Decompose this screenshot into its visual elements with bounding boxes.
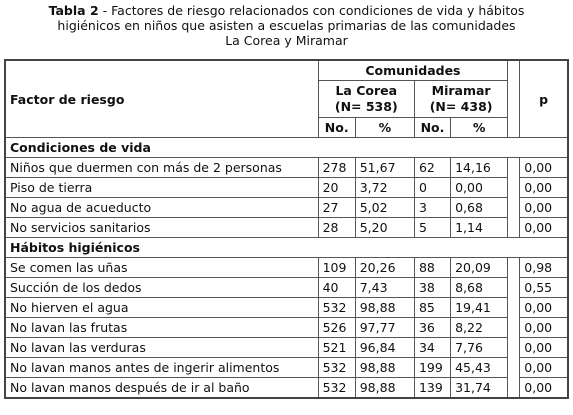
cell-miramar-pct: 7,76 (451, 338, 508, 358)
cell-lacorea-pct: 5,02 (355, 198, 414, 218)
cell-miramar-no: 88 (414, 258, 450, 278)
cell-gap (508, 198, 520, 218)
table-row (5, 358, 568, 378)
cell-lacorea-no: 109 (318, 258, 355, 278)
cell-p-value: 0,00 (520, 158, 568, 178)
cell-p-value: 0,00 (520, 218, 568, 238)
table-row (5, 258, 568, 278)
cell-miramar-pct: 14,16 (451, 158, 508, 178)
cell-lacorea-pct: 96,84 (355, 338, 414, 358)
cell-miramar-no: 62 (414, 158, 450, 178)
cell-p-value: 0,00 (520, 298, 568, 318)
cell-miramar-no: 85 (414, 298, 450, 318)
table-row (5, 158, 568, 178)
header-factor: Factor de riesgo (5, 60, 318, 138)
caption-text-1: - Factores de riesgo relacionados con condiciones de vida y hábitos (98, 3, 525, 18)
cell-miramar-no: 199 (414, 358, 450, 378)
table-row (5, 298, 568, 318)
cell-gap (508, 158, 520, 178)
lacorea-n: (N= 538) (334, 99, 398, 114)
cell-factor: Niños que duermen con más de 2 personas (5, 158, 318, 178)
cell-lacorea-pct: 97,77 (355, 318, 414, 338)
table-row (5, 318, 568, 338)
cell-lacorea-no: 28 (318, 218, 355, 238)
section-title: Hábitos higiénicos (5, 238, 568, 258)
cell-gap (508, 298, 520, 318)
header-no-1: No. (318, 118, 355, 138)
cell-factor: No hierven el agua (5, 298, 318, 318)
table-caption (0, 0, 573, 49)
caption-text-2: higiénicos en niños que asisten a escuelas primarias de las comunidades (57, 18, 516, 33)
cell-factor: No lavan las verduras (5, 338, 318, 358)
cell-p-value: 0,00 (520, 198, 568, 218)
cell-gap (508, 178, 520, 198)
cell-lacorea-pct: 51,67 (355, 158, 414, 178)
cell-lacorea-pct: 98,88 (355, 358, 414, 378)
cell-miramar-no: 139 (414, 378, 450, 399)
cell-miramar-no: 0 (414, 178, 450, 198)
cell-lacorea-no: 27 (318, 198, 355, 218)
cell-miramar-no: 3 (414, 198, 450, 218)
cell-factor: No lavan las frutas (5, 318, 318, 338)
header-pct-2: % (451, 118, 508, 138)
table-row (5, 218, 568, 238)
cell-p-value: 0,98 (520, 258, 568, 278)
cell-gap (508, 318, 520, 338)
header-no-2: No. (414, 118, 450, 138)
table-row (5, 178, 568, 198)
cell-factor: No lavan manos después de ir al baño (5, 378, 318, 399)
risk-factors-table (4, 59, 569, 399)
table-row (5, 338, 568, 358)
cell-p-value: 0,00 (520, 338, 568, 358)
cell-p-value: 0,00 (520, 358, 568, 378)
cell-miramar-pct: 8,22 (451, 318, 508, 338)
cell-miramar-no: 38 (414, 278, 450, 298)
cell-lacorea-no: 532 (318, 378, 355, 399)
cell-lacorea-no: 532 (318, 358, 355, 378)
header-pct-1: % (355, 118, 414, 138)
cell-factor: Succión de los dedos (5, 278, 318, 298)
cell-gap (508, 218, 520, 238)
cell-lacorea-pct: 5,20 (355, 218, 414, 238)
cell-miramar-pct: 1,14 (451, 218, 508, 238)
caption-text-3: La Corea y Miramar (225, 33, 348, 48)
header-lacorea (318, 81, 414, 118)
cell-miramar-no: 5 (414, 218, 450, 238)
lacorea-name: La Corea (335, 83, 398, 98)
cell-lacorea-no: 526 (318, 318, 355, 338)
cell-gap (508, 338, 520, 358)
table-row (5, 378, 568, 399)
cell-miramar-pct: 8,68 (451, 278, 508, 298)
cell-miramar-pct: 0,00 (451, 178, 508, 198)
cell-miramar-pct: 20,09 (451, 258, 508, 278)
cell-lacorea-no: 20 (318, 178, 355, 198)
cell-miramar-no: 34 (414, 338, 450, 358)
cell-factor: No servicios sanitarios (5, 218, 318, 238)
cell-factor: No lavan manos antes de ingerir alimentos (5, 358, 318, 378)
cell-lacorea-pct: 3,72 (355, 178, 414, 198)
cell-p-value: 0,00 (520, 378, 568, 399)
table-row (5, 278, 568, 298)
caption-label: Tabla 2 (48, 3, 99, 18)
cell-p-value: 0,00 (520, 318, 568, 338)
miramar-n: (N= 438) (429, 99, 493, 114)
cell-lacorea-pct: 98,88 (355, 378, 414, 399)
cell-miramar-no: 36 (414, 318, 450, 338)
cell-p-value: 0,00 (520, 178, 568, 198)
cell-lacorea-pct: 7,43 (355, 278, 414, 298)
cell-factor: Se comen las uñas (5, 258, 318, 278)
cell-lacorea-no: 40 (318, 278, 355, 298)
cell-gap (508, 358, 520, 378)
cell-gap (508, 258, 520, 278)
header-gap (508, 60, 520, 138)
section-row (5, 238, 568, 258)
cell-gap (508, 278, 520, 298)
cell-miramar-pct: 0,68 (451, 198, 508, 218)
cell-lacorea-no: 532 (318, 298, 355, 318)
cell-lacorea-no: 521 (318, 338, 355, 358)
header-comunidades: Comunidades (318, 60, 508, 81)
cell-miramar-pct: 19,41 (451, 298, 508, 318)
cell-miramar-pct: 45,43 (451, 358, 508, 378)
header-miramar (414, 81, 507, 118)
section-row (5, 138, 568, 158)
cell-factor: Piso de tierra (5, 178, 318, 198)
cell-p-value: 0,55 (520, 278, 568, 298)
cell-lacorea-pct: 98,88 (355, 298, 414, 318)
cell-lacorea-no: 278 (318, 158, 355, 178)
cell-miramar-pct: 31,74 (451, 378, 508, 399)
header-p: p (520, 60, 568, 138)
cell-gap (508, 378, 520, 399)
section-title: Condiciones de vida (5, 138, 568, 158)
miramar-name: Miramar (431, 83, 491, 98)
cell-lacorea-pct: 20,26 (355, 258, 414, 278)
cell-factor: No agua de acueducto (5, 198, 318, 218)
table-row (5, 198, 568, 218)
table-body (5, 138, 568, 399)
